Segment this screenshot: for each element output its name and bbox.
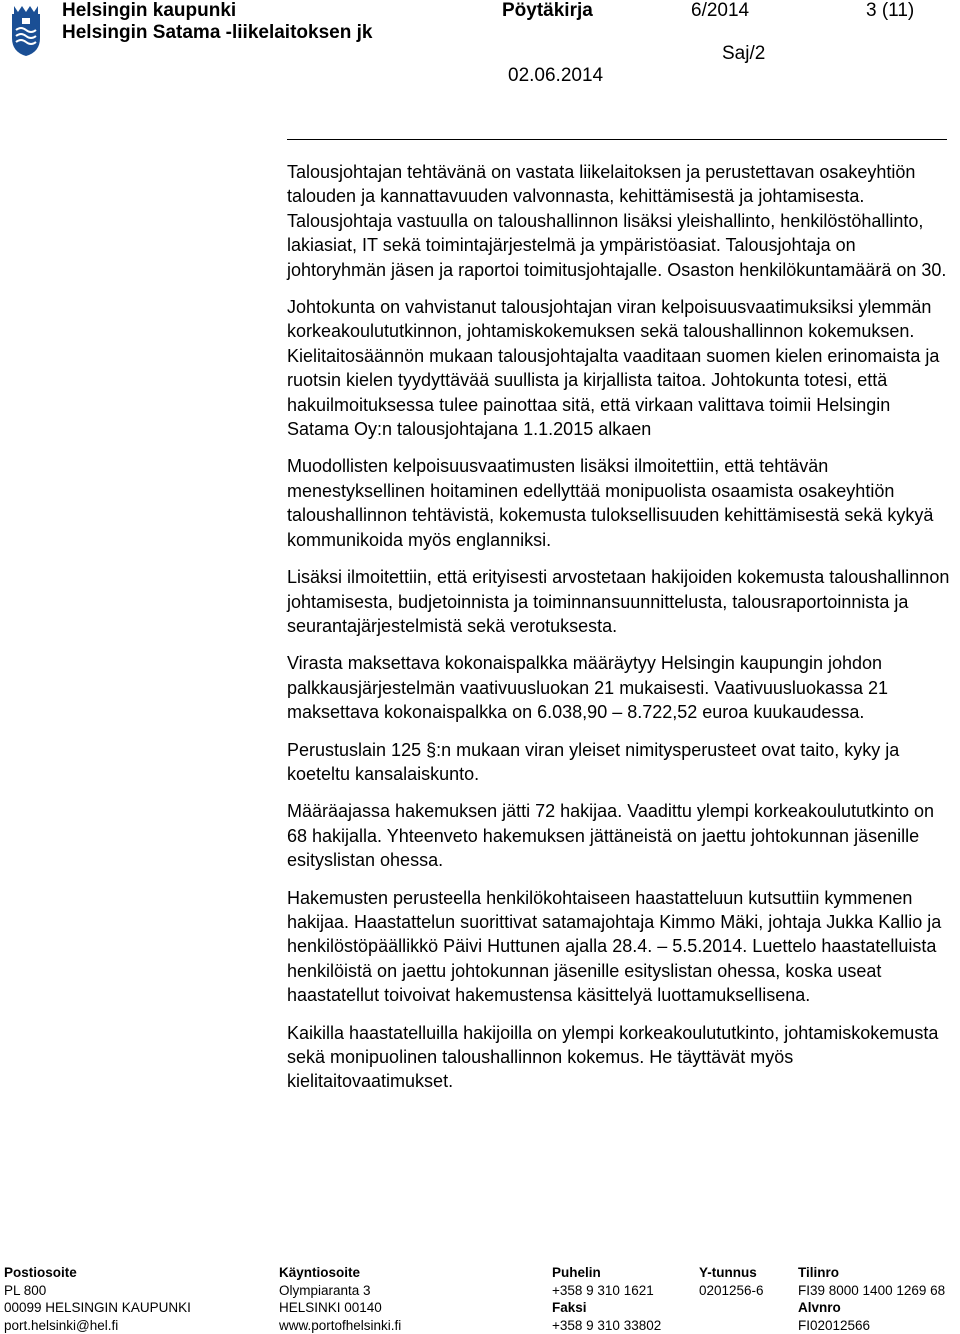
- footer-value: 0201256-6: [699, 1282, 764, 1300]
- helsinki-crest-logo: [4, 2, 48, 58]
- footer-bank: [798, 1264, 945, 1334]
- document-number: 6/2014: [691, 0, 749, 22]
- footer-value: FI02012566: [798, 1317, 945, 1334]
- footer-value: HELSINKI 00140: [279, 1299, 401, 1317]
- footer-website: www.portofhelsinki.fi: [279, 1317, 401, 1334]
- footer-visit-address: [279, 1264, 401, 1334]
- paragraph: Talousjohtajan tehtävänä on vastata liikelaitoksen ja perustettavan osakeyhtiön talouden ja kannattavuuden valvonnasta, kehittämisestä ja johtamisesta. Talousjohtaja vastuulla on taloushallinnon lisäksi yleishallinto, henkilöstöhallinto, lakiasiat, IT sekä toimintajärjestelmä ja ympäristöasiat. Talousjohtaja on johtoryhmän jäsen ja raportoi toimitusjohtajalle. Osaston henkilökuntamäärä on 30.: [287, 160, 955, 282]
- document-type: Pöytäkirja: [502, 0, 593, 22]
- footer-email: port.helsinki@hel.fi: [4, 1317, 191, 1334]
- footer-business-id: [699, 1264, 764, 1299]
- footer-value: +358 9 310 1621: [552, 1282, 661, 1300]
- paragraph: Perustuslain 125 §:n mukaan viran yleiset nimitysperusteet ovat taito, kyky ja koeteltu kansalaiskunto.: [287, 738, 955, 787]
- document-body: [287, 160, 955, 1107]
- footer-value: FI39 8000 1400 1269 68: [798, 1282, 945, 1300]
- footer-label: Alvnro: [798, 1299, 945, 1317]
- footer-phone: [552, 1264, 661, 1334]
- header-divider: [287, 139, 947, 140]
- section-id: Saj/2: [722, 43, 765, 65]
- page-number: 3 (11): [866, 0, 914, 22]
- paragraph: Määräajassa hakemuksen jätti 72 hakijaa. Vaadittu ylempi korkeakoulututkinto on 68 hakijalla. Yhteenveto hakemuksen jättäneistä on jaettu johtokunnan jäsenille esityslistan ohessa.: [287, 799, 955, 872]
- footer-value: +358 9 310 33802: [552, 1317, 661, 1334]
- paragraph: Hakemusten perusteella henkilökohtaiseen haastatteluun kutsuttiin kymmenen hakijaa. Haastattelun suorittivat satamajohtaja Kimmo Mäki, johtaja Jukka Kallio ja henkilöstöpäällikkö Päivi Huttunen ajalla 28.4. – 5.5.2014. Luettelo haastatelluista henkilöistä on jaettu johtokunnan jäsenille esityslistan ohessa, koska useat haastatellut toivoivat hakemustensa käsittelyä luottamuksellisena.: [287, 886, 955, 1008]
- footer-label: Y-tunnus: [699, 1264, 764, 1282]
- paragraph: Virasta maksettava kokonaispalkka määräytyy Helsingin kaupungin johdon palkkausjärjestelmän vaativuusluokan 21 mukaisesti. Vaativuusluokassa 21 maksettava kokonaispalkka on 6.038,90 – 8.722,52 euroa kuukaudessa.: [287, 651, 955, 724]
- org-name: Helsingin kaupunki: [62, 0, 236, 22]
- footer-label: Käyntiosoite: [279, 1264, 401, 1282]
- paragraph: Johtokunta on vahvistanut talousjohtajan viran kelpoisuusvaatimuksiksi ylemmän korkeakoulututkinnon, johtamiskokemuksen sekä taloushallinnon kokemuksen. Kielitaitosäännön mukaan talousjohtajalta vaaditaan suomen kielen erinomaista ja ruotsin kielen tyydyttävää suullista ja kirjallista taitoa. Johtokunta totesi, että hakuilmoituksessa tulee painottaa sitä, että virkaan valittava toimii Helsingin Satama Oy:n talousjohtajana 1.1.2015 alkaen: [287, 295, 955, 441]
- paragraph: Muodollisten kelpoisuusvaatimusten lisäksi ilmoitettiin, että tehtävän menestyksellinen hoitaminen edellyttää monipuolista osaamista osakeyhtiön taloushallinnon tehtävistä, kokemusta tuloksellisuuden kehittämisestä sekä kykyä kommunikoida myös englanniksi.: [287, 454, 955, 552]
- footer-label: Puhelin: [552, 1264, 661, 1282]
- org-unit: Helsingin Satama -liikelaitoksen jk: [62, 22, 372, 44]
- footer-value: PL 800: [4, 1282, 191, 1300]
- footer-value: Olympiaranta 3: [279, 1282, 401, 1300]
- paragraph: Kaikilla haastatelluilla hakijoilla on ylempi korkeakoulututkinto, johtamiskokemusta sekä monipuolinen taloushallinnon kokemus. He täyttävät myös kielitaitovaatimukset.: [287, 1021, 955, 1094]
- footer-label: Tilinro: [798, 1264, 945, 1282]
- footer-value: 00099 HELSINGIN KAUPUNKI: [4, 1299, 191, 1317]
- footer-label: Faksi: [552, 1299, 661, 1317]
- meeting-date: 02.06.2014: [508, 65, 603, 87]
- footer-postal-address: [4, 1264, 191, 1334]
- paragraph: Lisäksi ilmoitettiin, että erityisesti arvostetaan hakijoiden kokemusta taloushallinnon johtamisesta, budjetoinnista ja toiminnansuunnittelusta, talousraportoinnista ja seurantajärjestelmistä sekä verotuksesta.: [287, 565, 955, 638]
- footer-label: Postiosoite: [4, 1264, 191, 1282]
